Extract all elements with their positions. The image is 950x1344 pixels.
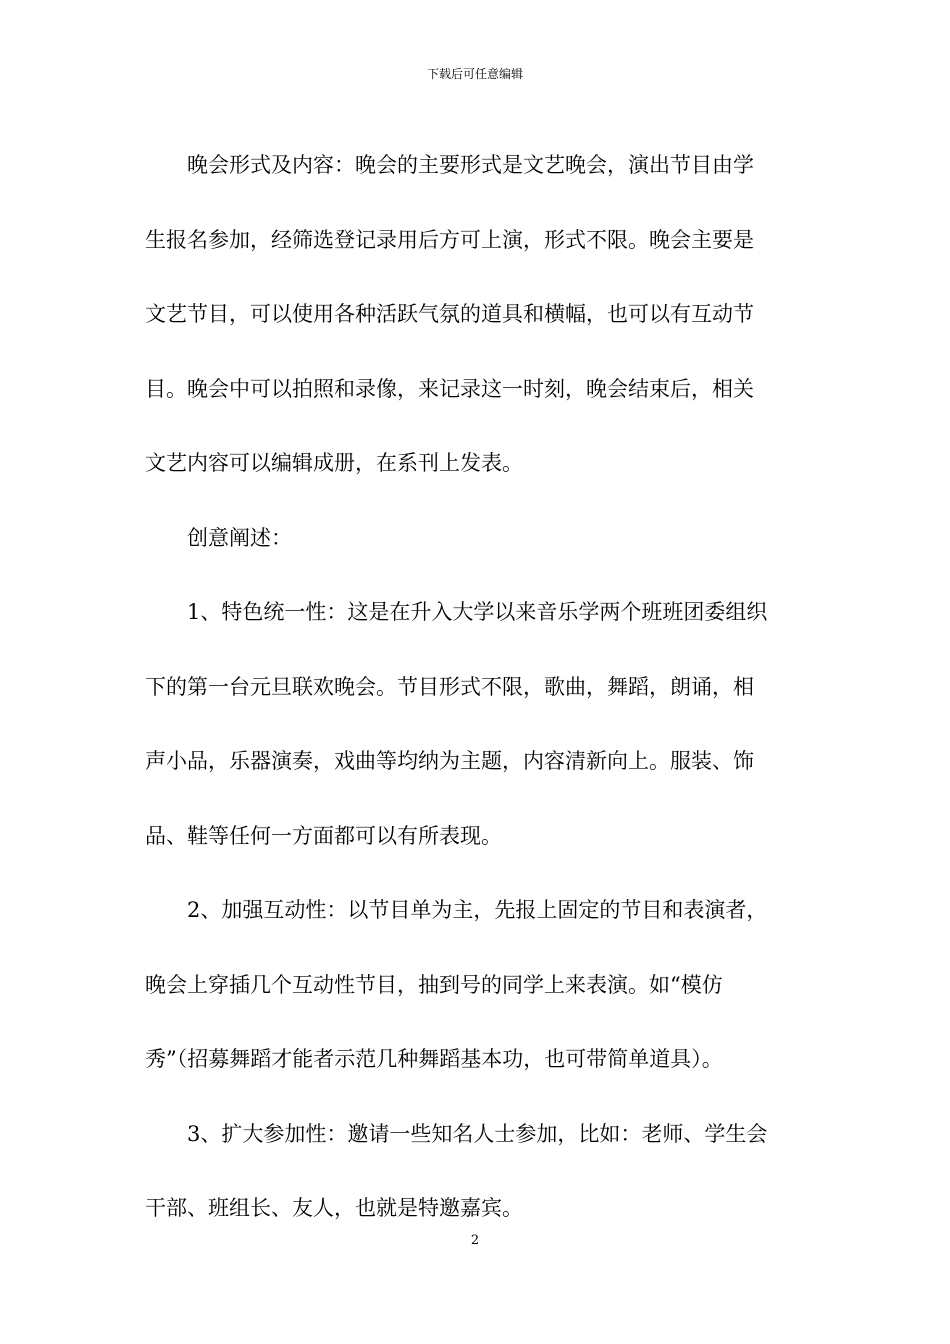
text-line: 晚会形式及内容：晚会的主要形式是文艺晚会，演出节目由学 xyxy=(187,153,754,177)
paragraph-point-1 xyxy=(145,575,810,873)
text-line: 1、特色统一性：这是在升入大学以来音乐学两个班班团委组织 xyxy=(187,600,768,624)
text-line: 创意阐述： xyxy=(187,525,292,550)
paragraph-point-3 xyxy=(145,1097,810,1246)
text-line: 2、加强互动性：以节目单为主，先报上固定的节目和表演者， xyxy=(187,898,768,922)
text-line: 声小品，乐器演奏，戏曲等均纳为主题，内容清新向上。服装、饰 xyxy=(145,749,754,773)
text-line: 下的第一台元旦联欢晚会。节目形式不限，歌曲，舞蹈，朗诵，相 xyxy=(145,674,754,699)
text-line: 生报名参加，经筛选登记录用后方可上演，形式不限。晚会主要是 xyxy=(145,227,754,252)
text-line: 文艺内容可以编辑成册，在系刊上发表。 xyxy=(145,451,523,475)
document-body xyxy=(145,128,810,1246)
text-line: 目。晚会中可以拍照和录像，来记录这一时刻，晚会结束后，相关 xyxy=(145,376,754,401)
text-line: 秀”（招募舞蹈才能者示范几种舞蹈基本功，也可带简单道具）。 xyxy=(145,1047,723,1071)
text-line: 干部、班组长、友人，也就是特邀嘉宾。 xyxy=(145,1196,523,1220)
page-header: 下载后可任意编辑 xyxy=(426,67,523,81)
paragraph-creative-heading xyxy=(145,501,810,576)
text-line: 品、鞋等任何一方面都可以有所表现。 xyxy=(145,823,502,848)
text-line: 晚会上穿插几个互动性节目，抽到号的同学上来表演。如“模仿 xyxy=(145,972,723,997)
page-number: 2 xyxy=(470,1233,480,1248)
paragraph-format-content xyxy=(145,128,810,501)
text-line: 文艺节目，可以使用各种活跃气氛的道具和横幅，也可以有互动节 xyxy=(145,302,754,326)
text-line: 3、扩大参加性：邀请一些知名人士参加，比如：老师、学生会 xyxy=(187,1121,768,1146)
paragraph-point-2 xyxy=(145,873,810,1097)
